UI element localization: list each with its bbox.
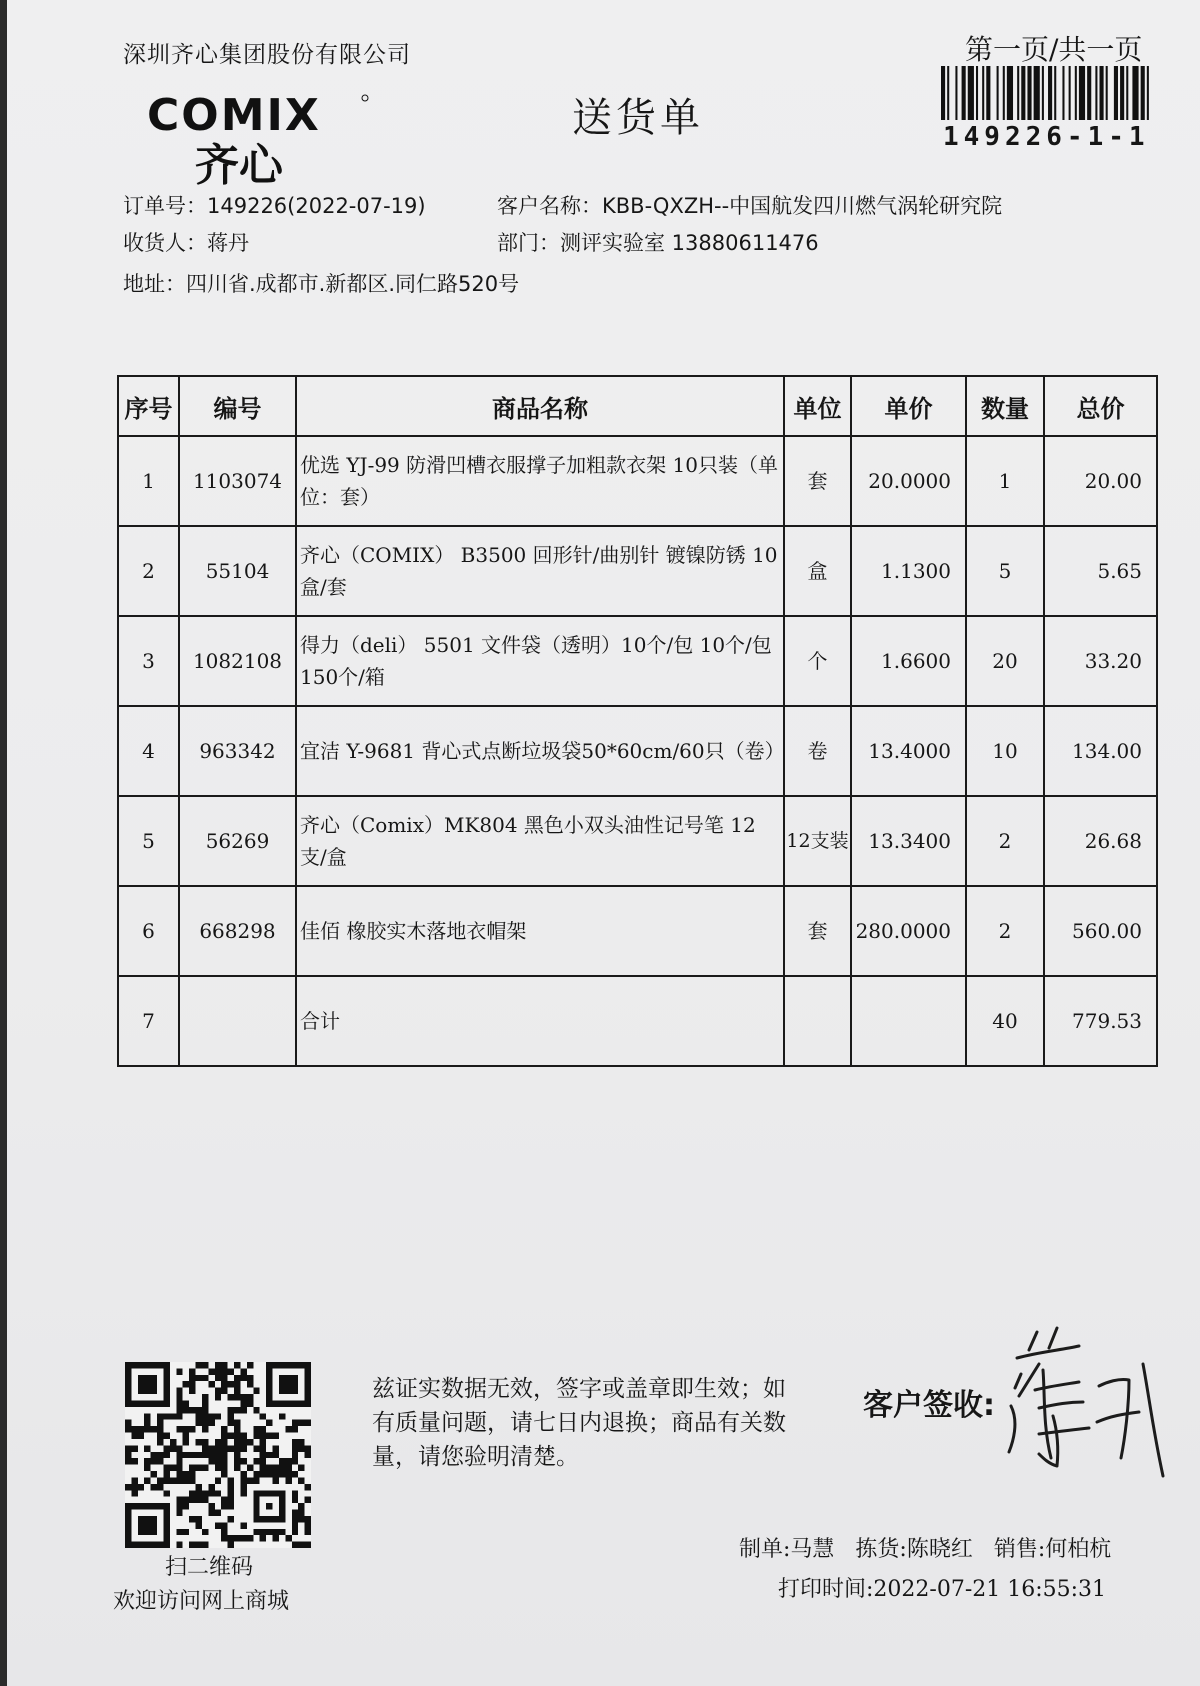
cell-code	[179, 976, 296, 1066]
cell-unit: 卷	[784, 706, 851, 796]
cell-index: 2	[118, 526, 179, 616]
col-header-unit: 单位	[784, 376, 851, 436]
cell-code: 55104	[179, 526, 296, 616]
cell-total: 134.00	[1044, 706, 1157, 796]
col-header-code: 编号	[179, 376, 296, 436]
notice-text: 兹证实数据无效，签字或盖章即生效；如有质量问题，请七日内退换；商品有关数量，请您验明清楚。	[372, 1376, 786, 1470]
cell-code: 668298	[179, 886, 296, 976]
cell-total: 26.68	[1044, 796, 1157, 886]
page-indicator: 第一页/共一页	[965, 33, 1143, 66]
cell-index: 7	[118, 976, 179, 1066]
company-name: 深圳齐心集团股份有限公司	[123, 42, 411, 68]
table-row	[118, 796, 1157, 886]
cell-quantity: 10	[966, 706, 1044, 796]
cell-unit-price: 20.0000	[851, 436, 966, 526]
scan-left-edge	[0, 0, 7, 1686]
cell-product: 得力（deli） 5501 文件袋（透明）10个/包 10个/包 150个/箱	[296, 616, 784, 706]
cell-quantity: 2	[966, 796, 1044, 886]
receiver: 收货人：蒋丹	[123, 231, 249, 255]
handwritten-signature	[999, 1326, 1169, 1482]
cell-product: 优选 YJ-99 防滑凹槽衣服撑子加粗款衣架 10只装（单位：套）	[296, 436, 784, 526]
col-header-product: 商品名称	[296, 376, 784, 436]
cell-unit-price: 13.3400	[851, 796, 966, 886]
cell-total: 560.00	[1044, 886, 1157, 976]
cell-unit	[784, 976, 851, 1066]
cell-total: 779.53	[1044, 976, 1157, 1066]
cell-quantity: 5	[966, 526, 1044, 616]
cell-product: 齐心（Comix）MK804 黑色小双头油性记号笔 12支/盒	[296, 796, 784, 886]
cell-quantity: 1	[966, 436, 1044, 526]
sales: 销售:何柏杭	[993, 1537, 1112, 1562]
print-time: 打印时间:2022-07-21 16:55:31	[778, 1577, 1107, 1602]
cell-product: 齐心（COMIX） B3500 回形针/曲别针 镀镍防锈 10盒/套	[296, 526, 784, 616]
customer-name: 客户名称：KBB-QXZH--中国航发四川燃气涡轮研究院	[497, 194, 1003, 218]
col-header-quantity: 数量	[966, 376, 1044, 436]
barcode-number: 149226-1-1	[943, 122, 1150, 152]
cell-product: 佳佰 橡胶实木落地衣帽架	[296, 886, 784, 976]
cell-index: 3	[118, 616, 179, 706]
cell-code: 1103074	[179, 436, 296, 526]
cell-total: 33.20	[1044, 616, 1157, 706]
cell-index: 4	[118, 706, 179, 796]
col-header-index: 序号	[118, 376, 179, 436]
maker: 制单:马慧	[739, 1537, 835, 1562]
cell-product: 合计	[296, 976, 784, 1066]
cell-unit-price: 13.4000	[851, 706, 966, 796]
cell-code: 1082108	[179, 616, 296, 706]
qr-code	[125, 1362, 311, 1548]
cell-unit-price: 280.0000	[851, 886, 966, 976]
table-row	[118, 706, 1157, 796]
customer-signature-label: 客户签收:	[863, 1388, 995, 1423]
cell-unit: 套	[784, 436, 851, 526]
cell-index: 1	[118, 436, 179, 526]
cell-code: 56269	[179, 796, 296, 886]
staff-line	[739, 1532, 1125, 1563]
comix-logo	[143, 88, 373, 188]
col-header-unit-price: 单价	[851, 376, 966, 436]
department: 部门：测评实验室 13880611476	[497, 231, 819, 255]
cell-unit: 套	[784, 886, 851, 976]
qr-caption-shop: 欢迎访问网上商城	[113, 1589, 290, 1614]
cell-code: 963342	[179, 706, 296, 796]
document-title: 送货单	[572, 95, 704, 141]
cell-unit-price: 1.1300	[851, 526, 966, 616]
table-row	[118, 616, 1157, 706]
cell-total: 20.00	[1044, 436, 1157, 526]
cell-unit-price: 1.6600	[851, 616, 966, 706]
qr-caption-scan: 扫二维码	[165, 1555, 254, 1580]
table-row	[118, 436, 1157, 526]
picker: 拣货:陈晓红	[855, 1537, 973, 1562]
table-header-row	[118, 376, 1157, 436]
cell-index: 5	[118, 796, 179, 886]
cell-index: 6	[118, 886, 179, 976]
svg-text:齐心: 齐心	[195, 140, 283, 188]
cell-product: 宜洁 Y-9681 背心式点断垃圾袋50*60cm/60只（卷）	[296, 706, 784, 796]
order-number: 订单号：149226(2022-07-19)	[123, 194, 426, 218]
cell-unit: 盒	[784, 526, 851, 616]
items-table	[117, 375, 1158, 1067]
delivery-note-sheet	[7, 0, 1200, 1686]
cell-unit: 12支装	[784, 796, 851, 886]
table-row-total	[118, 976, 1157, 1066]
table-row	[118, 886, 1157, 976]
cell-total: 5.65	[1044, 526, 1157, 616]
cell-quantity: 40	[966, 976, 1044, 1066]
cell-quantity: 2	[966, 886, 1044, 976]
address: 地址：四川省.成都市.新都区.同仁路520号	[123, 272, 520, 296]
cell-unit-price	[851, 976, 966, 1066]
cell-quantity: 20	[966, 616, 1044, 706]
barcode	[941, 66, 1153, 120]
svg-text:COMIX: COMIX	[147, 90, 321, 141]
col-header-total: 总价	[1044, 376, 1157, 436]
table-row	[118, 526, 1157, 616]
cell-unit: 个	[784, 616, 851, 706]
